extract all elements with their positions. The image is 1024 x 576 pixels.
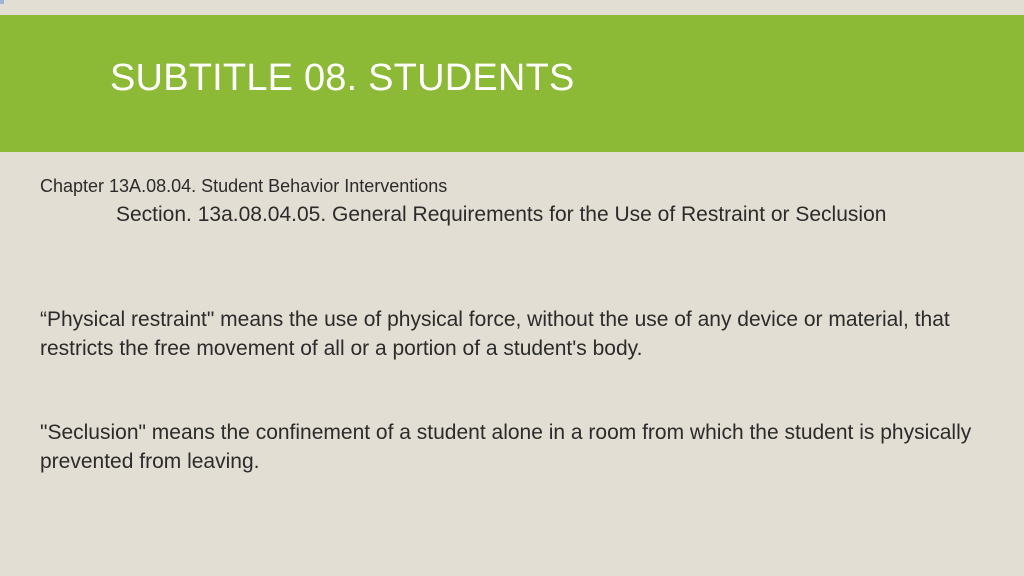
slide-title: SUBTITLE 08. STUDENTS bbox=[110, 57, 575, 99]
corner-mark bbox=[0, 0, 4, 4]
chapter-heading: Chapter 13A.08.04. Student Behavior Interventions bbox=[40, 176, 448, 196]
definition-seclusion: "Seclusion" means the confinement of a student alone in a room from which the student is physically prevented from leaving. bbox=[40, 421, 972, 473]
definition-physical-restraint: “Physical restraint" means the use of physical force, without the use of any device or material, that restricts the free movement of all or a portion of a student's body. bbox=[40, 308, 950, 360]
section-heading: Section. 13a.08.04.05. General Requirements for the Use of Restraint or Seclusion bbox=[116, 203, 887, 226]
